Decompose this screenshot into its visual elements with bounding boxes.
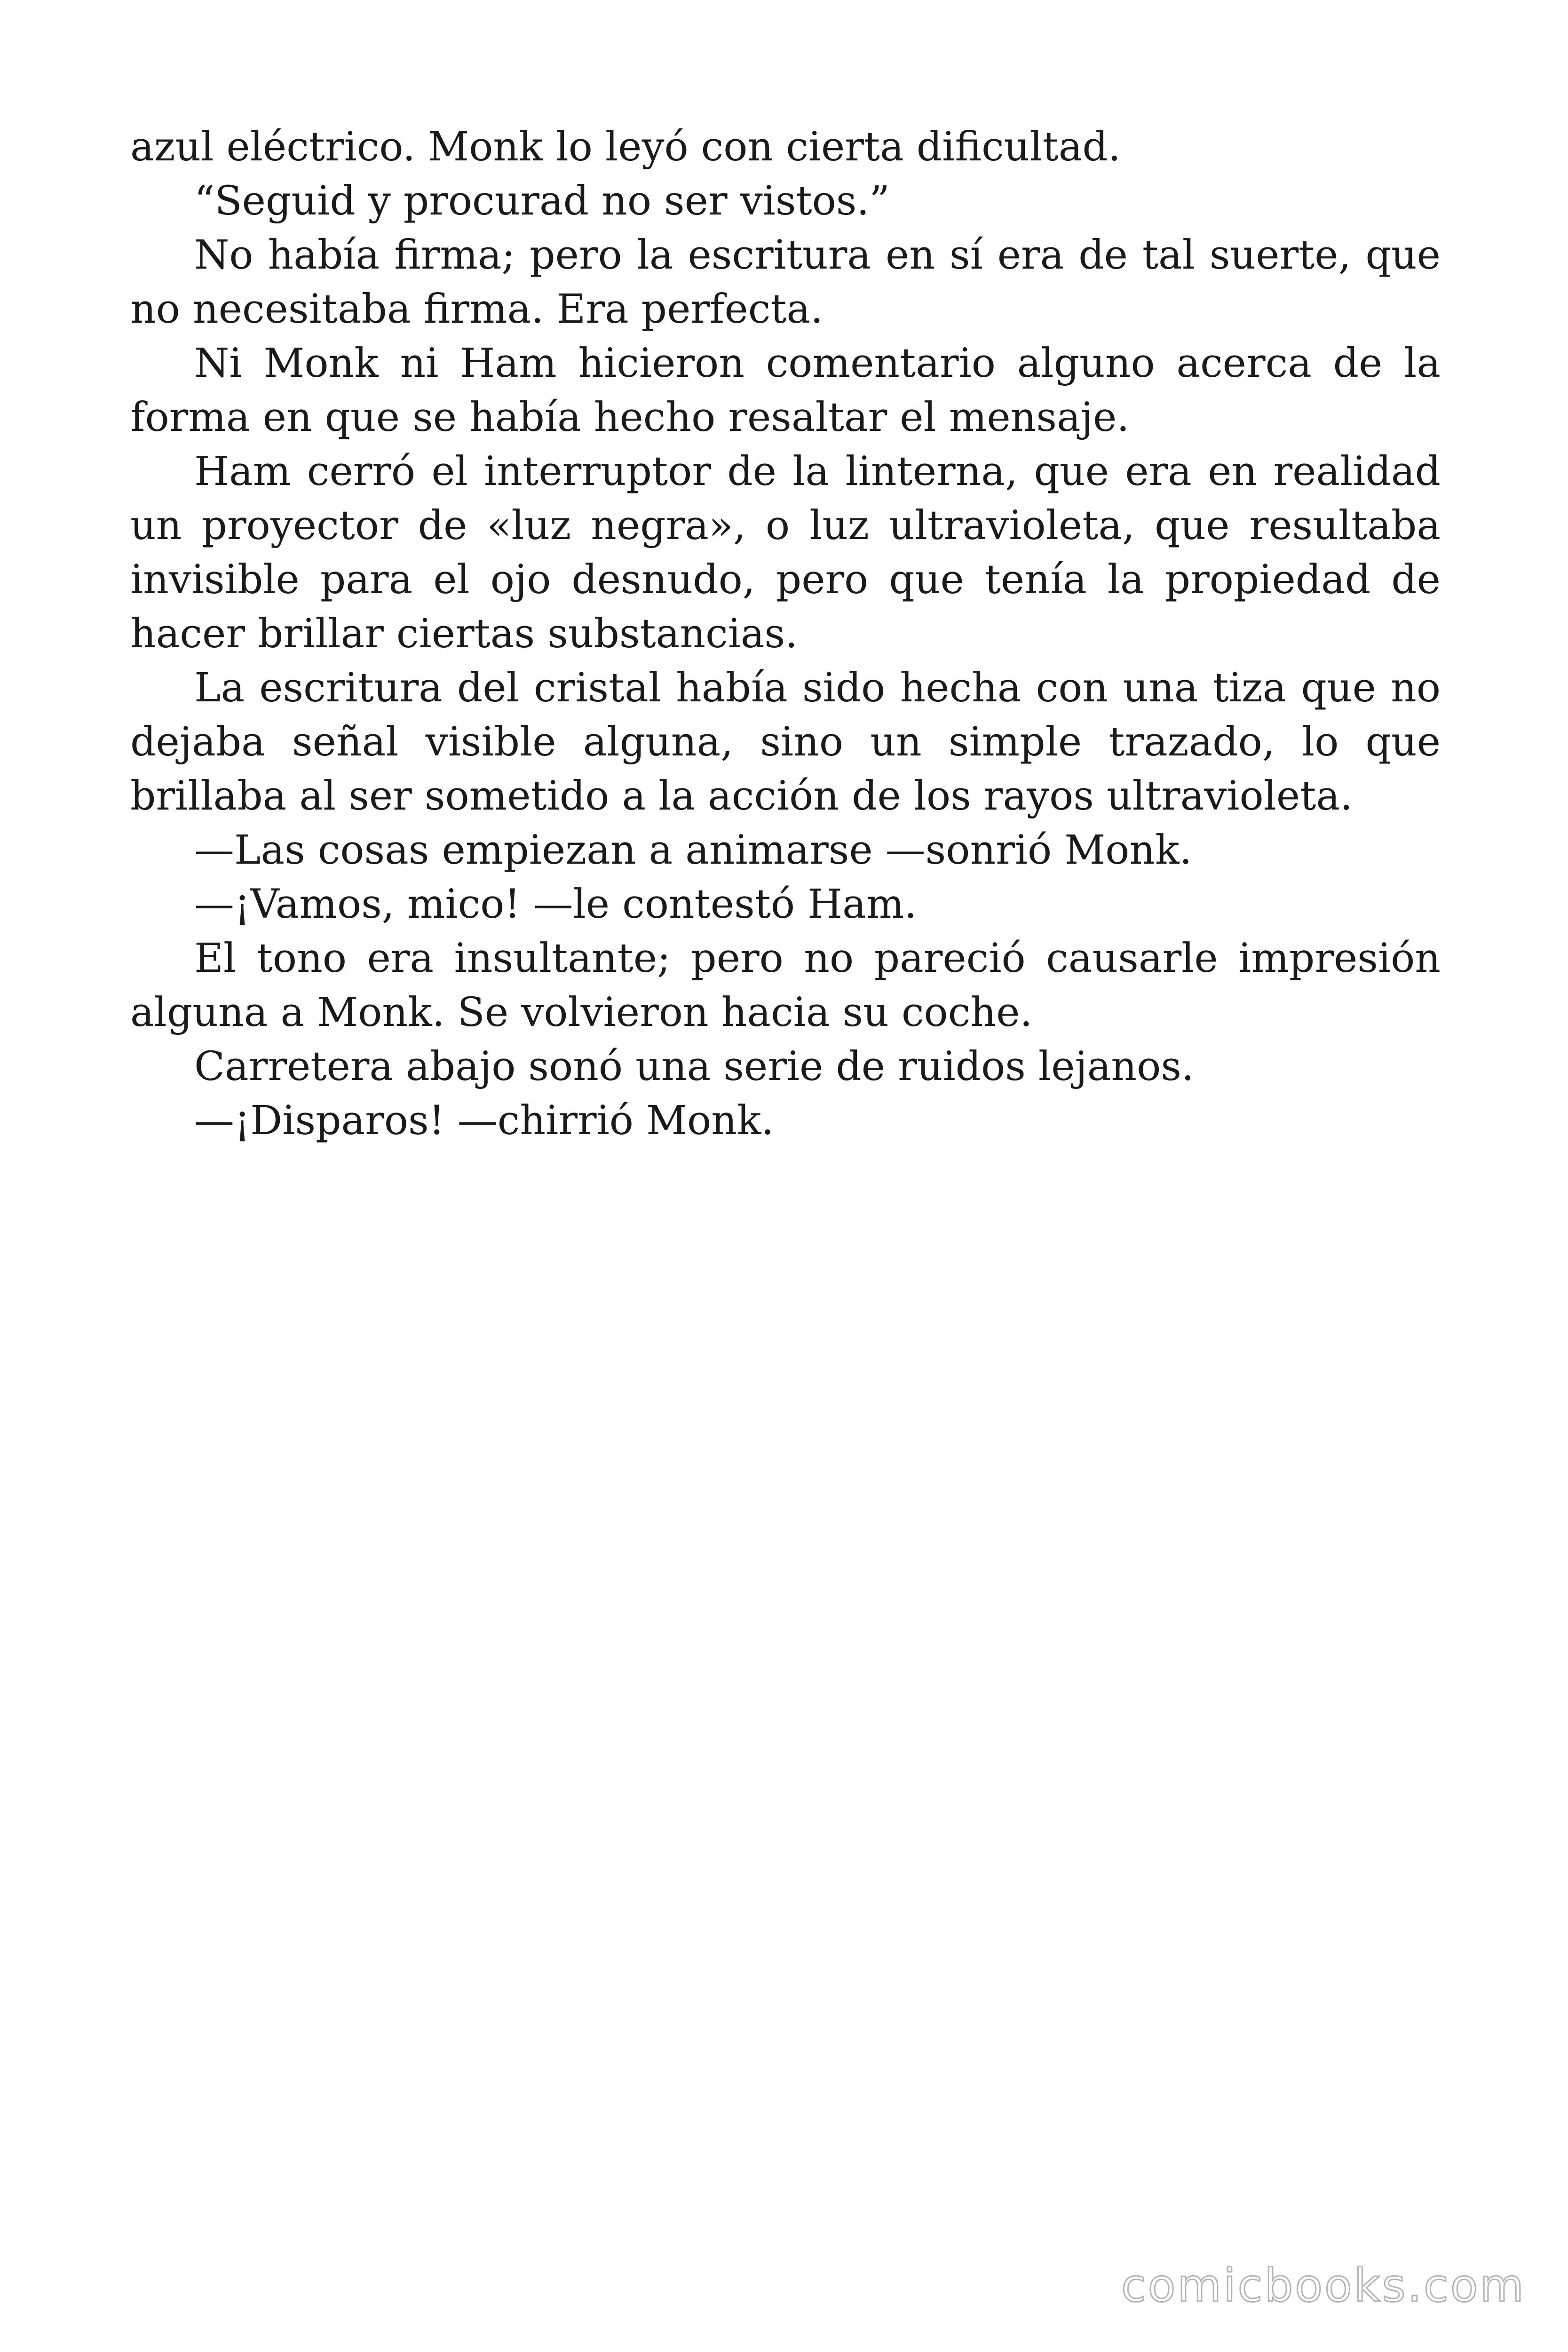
paragraph: Ham cerró el interruptor de la linterna, que era en realidad un proyector de «luz negra», o luz ultravioleta, que resultaba invisible para el ojo desnudo, pero que tenía la propiedad de hacer brillar ciertas substancias. — [130, 448, 1441, 657]
paragraph: La escritura del cristal había sido hecha con una tiza que no dejaba señal visible alguna, sino un simple trazado, lo que brillaba al ser sometido a la acción de los rayos ultravioleta. — [130, 665, 1441, 819]
paragraph-quoted-message: “Seguid y procurad no ser vistos.” — [194, 178, 890, 224]
paragraph: Carretera abajo sonó una serie de ruidos lejanos. — [194, 1043, 1194, 1090]
paragraph-continuation: azul eléctrico. Monk lo leyó con cierta dificultad. — [130, 124, 1121, 170]
watermark: comicbooks.com — [1121, 2259, 1526, 2312]
dialogue-line: —Las cosas empiezan a animarse —sonrió Monk. — [194, 827, 1192, 874]
page-body — [130, 120, 1441, 1148]
dialogue-line: —¡Disparos! —chirrió Monk. — [194, 1097, 774, 1144]
paragraph: No había firma; pero la escritura en sí era de tal suerte, que no necesitaba firma. Era perfecta. — [130, 232, 1441, 333]
paragraph: Ni Monk ni Ham hicieron comentario alguno acerca de la forma en que se había hecho resaltar el mensaje. — [130, 340, 1441, 441]
paragraph: El tono era insultante; pero no pareció causarle impresión alguna a Monk. Se volvieron hacia su coche. — [130, 935, 1441, 1036]
dialogue-line: —¡Vamos, mico! —le contestó Ham. — [194, 881, 917, 928]
